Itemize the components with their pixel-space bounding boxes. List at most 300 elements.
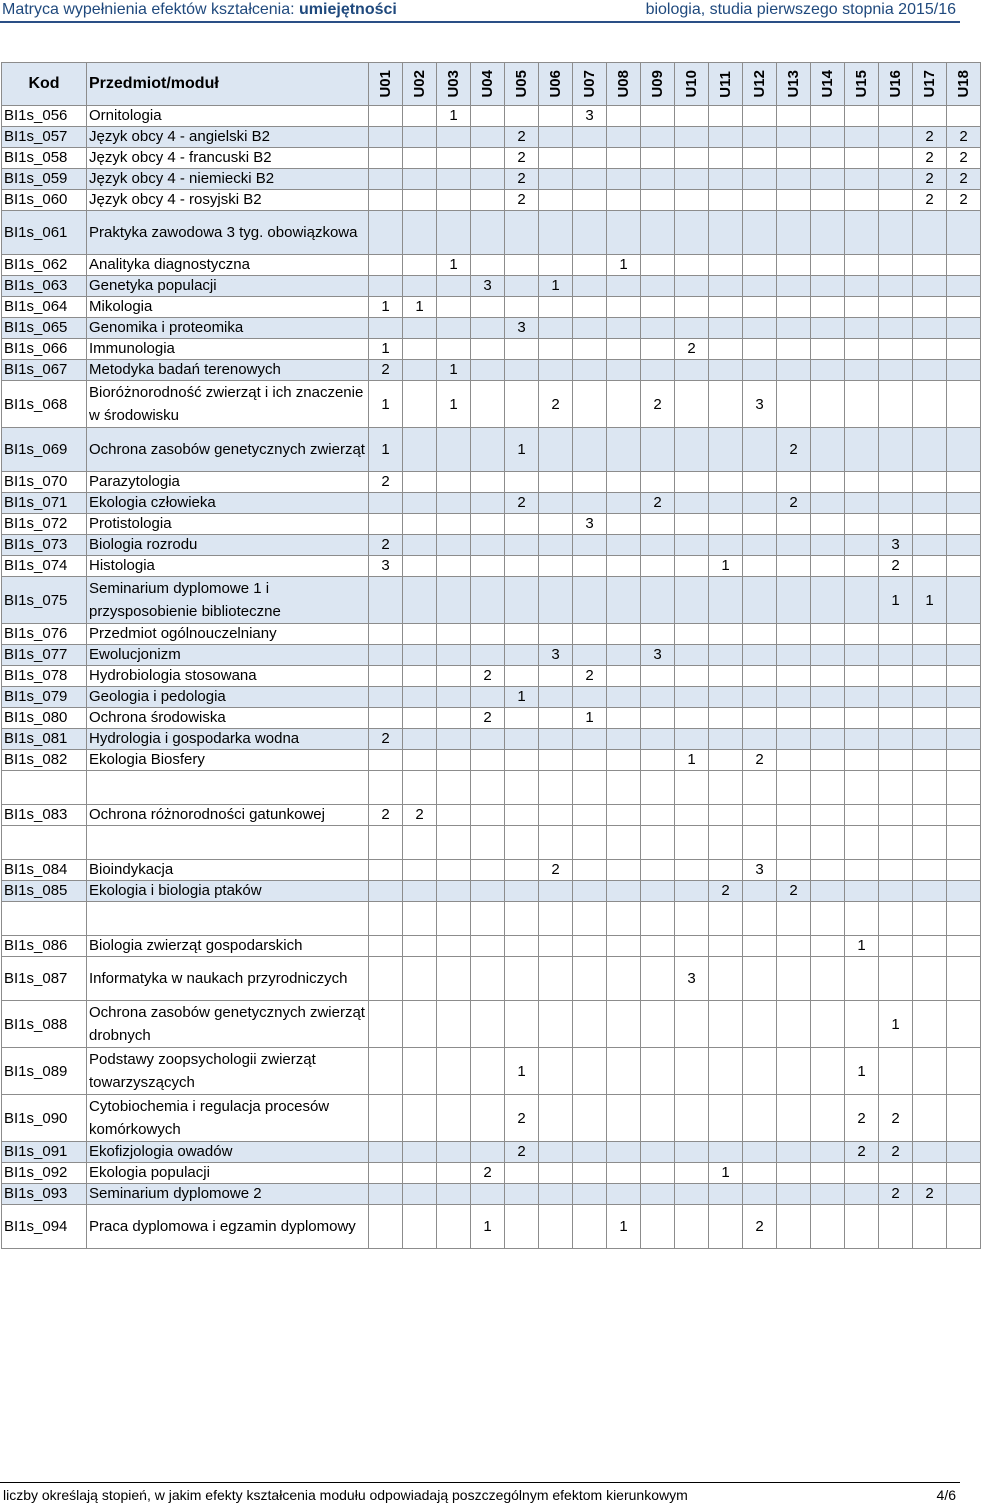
cell-u17 [913,318,947,339]
cell-u04 [471,805,505,826]
cell-kod: BI1s_087 [2,957,87,1001]
cell-u03 [437,556,471,577]
cell-przedmiot: Immunologia [87,339,369,360]
cell-u18 [947,493,981,514]
cell-u03 [437,1095,471,1142]
cell-u01: 2 [369,535,403,556]
cell-u08 [607,1184,641,1205]
cell-u12 [743,881,777,902]
cell-u05 [505,729,539,750]
cell-u14 [811,318,845,339]
cell-u07: 1 [573,708,607,729]
cell-u03 [437,211,471,255]
cell-u14 [811,127,845,148]
cell-u02 [403,750,437,771]
cell-u17 [913,666,947,687]
cell-u11: 1 [709,556,743,577]
cell-u16 [879,169,913,190]
column-header-u14: U14 [811,63,845,106]
cell-u01 [369,1184,403,1205]
cell-u17 [913,687,947,708]
cell-u06 [539,750,573,771]
table-row [2,645,981,666]
cell-u03 [437,276,471,297]
cell-u03 [437,729,471,750]
cell-u12 [743,514,777,535]
cell-u10 [675,493,709,514]
cell-kod: BI1s_094 [2,1205,87,1249]
cell-u09 [641,666,675,687]
cell-u18 [947,708,981,729]
cell-u08 [607,826,641,860]
cell-u17 [913,936,947,957]
cell-u02 [403,881,437,902]
cell-u13 [777,1184,811,1205]
cell-u15 [845,381,879,428]
cell-u08 [607,556,641,577]
cell-u12 [743,148,777,169]
cell-u01 [369,1142,403,1163]
cell-u06 [539,1184,573,1205]
cell-u10 [675,556,709,577]
cell-u06 [539,297,573,318]
cell-u05: 2 [505,493,539,514]
cell-kod: BI1s_088 [2,1001,87,1048]
cell-u02 [403,381,437,428]
cell-u18 [947,1095,981,1142]
cell-u08 [607,1163,641,1184]
cell-u18 [947,957,981,1001]
cell-u01 [369,860,403,881]
cell-u02 [403,556,437,577]
cell-u01: 2 [369,472,403,493]
cell-u04 [471,472,505,493]
cell-u06 [539,428,573,472]
cell-u11 [709,493,743,514]
cell-u11 [709,297,743,318]
cell-u16 [879,106,913,127]
cell-u11 [709,1184,743,1205]
cell-u13 [777,1001,811,1048]
cell-u02 [403,255,437,276]
cell-u07 [573,750,607,771]
cell-u05 [505,276,539,297]
cell-u06 [539,106,573,127]
cell-u07 [573,687,607,708]
cell-u07 [573,381,607,428]
cell-u08 [607,339,641,360]
table-row [2,276,981,297]
table-spacer-row [2,902,981,936]
cell-u11 [709,1048,743,1095]
cell-u09 [641,936,675,957]
cell-u04 [471,687,505,708]
cell-u10 [675,936,709,957]
cell-u09 [641,1142,675,1163]
cell-u11 [709,169,743,190]
cell-u07 [573,255,607,276]
cell-u01 [369,211,403,255]
cell-u05: 2 [505,1095,539,1142]
table-row [2,1184,981,1205]
cell-u01 [369,127,403,148]
cell-u16: 2 [879,556,913,577]
cell-u01 [369,276,403,297]
cell-u15: 1 [845,936,879,957]
cell-u18 [947,556,981,577]
cell-u07 [573,493,607,514]
cell-u15 [845,169,879,190]
cell-u15 [845,472,879,493]
cell-u06 [539,556,573,577]
cell-u01 [369,645,403,666]
cell-u13 [777,556,811,577]
cell-u01: 2 [369,729,403,750]
cell-u09 [641,881,675,902]
cell-u01: 3 [369,556,403,577]
cell-przedmiot [87,826,369,860]
cell-u14 [811,556,845,577]
cell-u11 [709,645,743,666]
cell-u11 [709,708,743,729]
cell-u07 [573,127,607,148]
cell-u04 [471,1095,505,1142]
cell-u06 [539,535,573,556]
cell-przedmiot: Język obcy 4 - angielski B2 [87,127,369,148]
cell-u13: 2 [777,493,811,514]
page-header-title [2,0,397,20]
cell-u17 [913,276,947,297]
cell-u06 [539,190,573,211]
cell-u12 [743,1184,777,1205]
cell-u08 [607,577,641,624]
cell-u03 [437,148,471,169]
cell-u04 [471,624,505,645]
cell-kod: BI1s_064 [2,297,87,318]
column-header-u11: U11 [709,63,743,106]
cell-u08: 1 [607,255,641,276]
cell-u10 [675,826,709,860]
cell-u09 [641,428,675,472]
cell-u05 [505,535,539,556]
cell-u18 [947,535,981,556]
cell-u16 [879,190,913,211]
table-row [2,1205,981,1249]
cell-u03 [437,1205,471,1249]
table-row [2,255,981,276]
cell-u12 [743,1048,777,1095]
cell-u02 [403,1163,437,1184]
cell-u13 [777,255,811,276]
cell-u07 [573,297,607,318]
cell-u12 [743,535,777,556]
cell-u18 [947,297,981,318]
cell-u03 [437,297,471,318]
cell-u13 [777,624,811,645]
cell-u02 [403,535,437,556]
cell-u06: 2 [539,860,573,881]
cell-u03 [437,805,471,826]
cell-u12 [743,1163,777,1184]
cell-u04 [471,645,505,666]
cell-u03 [437,957,471,1001]
cell-przedmiot: Bioindykacja [87,860,369,881]
cell-u10 [675,577,709,624]
cell-u05 [505,211,539,255]
cell-u16: 1 [879,1001,913,1048]
cell-u15 [845,687,879,708]
table-row [2,169,981,190]
cell-u08 [607,624,641,645]
table-row [2,708,981,729]
cell-przedmiot: Analityka diagnostyczna [87,255,369,276]
cell-przedmiot: Hydrobiologia stosowana [87,666,369,687]
cell-u03 [437,1142,471,1163]
cell-u18 [947,1048,981,1095]
cell-u11 [709,381,743,428]
cell-u15 [845,666,879,687]
cell-u04 [471,339,505,360]
cell-u05 [505,381,539,428]
cell-u09 [641,750,675,771]
cell-u05 [505,297,539,318]
cell-u08 [607,360,641,381]
cell-u04: 2 [471,1163,505,1184]
table-row [2,535,981,556]
cell-u14 [811,169,845,190]
column-header-u18: U18 [947,63,981,106]
cell-u02 [403,106,437,127]
cell-u17 [913,708,947,729]
cell-u13 [777,729,811,750]
cell-u04 [471,148,505,169]
table-spacer-row [2,826,981,860]
cell-u03 [437,936,471,957]
cell-u17: 2 [913,148,947,169]
cell-u16 [879,1205,913,1249]
cell-u04 [471,535,505,556]
cell-u08 [607,771,641,805]
table-row [2,1163,981,1184]
cell-u05: 2 [505,127,539,148]
cell-u12: 3 [743,381,777,428]
cell-u06 [539,339,573,360]
cell-kod: BI1s_078 [2,666,87,687]
cell-kod: BI1s_063 [2,276,87,297]
cell-u08 [607,708,641,729]
cell-u18 [947,514,981,535]
cell-u16: 1 [879,577,913,624]
cell-u02 [403,1184,437,1205]
cell-przedmiot: Język obcy 4 - niemiecki B2 [87,169,369,190]
cell-u15 [845,127,879,148]
cell-u14 [811,708,845,729]
cell-u04 [471,860,505,881]
cell-u01 [369,190,403,211]
cell-u15 [845,106,879,127]
cell-u07 [573,936,607,957]
column-header-u12: U12 [743,63,777,106]
cell-u12 [743,1001,777,1048]
table-row [2,1001,981,1048]
cell-u06 [539,805,573,826]
cell-u02 [403,428,437,472]
cell-u09 [641,360,675,381]
cell-u05 [505,881,539,902]
cell-u09 [641,771,675,805]
cell-u08 [607,902,641,936]
cell-u16 [879,1048,913,1095]
cell-u18 [947,339,981,360]
cell-u16 [879,645,913,666]
cell-u09 [641,318,675,339]
cell-u04 [471,190,505,211]
cell-u01 [369,514,403,535]
table-row [2,472,981,493]
cell-u01: 1 [369,428,403,472]
cell-kod: BI1s_059 [2,169,87,190]
cell-u15 [845,624,879,645]
table-row [2,339,981,360]
cell-u02 [403,360,437,381]
cell-u17 [913,805,947,826]
cell-u12 [743,805,777,826]
cell-u08 [607,1048,641,1095]
cell-u12 [743,936,777,957]
cell-u15 [845,276,879,297]
cell-u15 [845,577,879,624]
cell-u15 [845,750,879,771]
cell-u09 [641,826,675,860]
cell-u03 [437,881,471,902]
cell-u04 [471,360,505,381]
cell-u09 [641,687,675,708]
cell-u06 [539,360,573,381]
cell-u16 [879,255,913,276]
cell-u13 [777,127,811,148]
cell-u18: 2 [947,190,981,211]
cell-u06 [539,1048,573,1095]
cell-u14 [811,1142,845,1163]
cell-u04 [471,1048,505,1095]
cell-u05 [505,860,539,881]
cell-u09 [641,190,675,211]
cell-u18 [947,276,981,297]
cell-u11 [709,255,743,276]
cell-u15 [845,535,879,556]
cell-u06: 1 [539,276,573,297]
cell-przedmiot: Hydrologia i gospodarka wodna [87,729,369,750]
cell-u13 [777,902,811,936]
cell-u01 [369,577,403,624]
cell-kod: BI1s_066 [2,339,87,360]
cell-u03: 1 [437,360,471,381]
cell-przedmiot: Ekologia Biosfery [87,750,369,771]
cell-u09 [641,535,675,556]
cell-u08 [607,957,641,1001]
cell-u10 [675,624,709,645]
cell-kod: BI1s_080 [2,708,87,729]
cell-u10 [675,1048,709,1095]
cell-u18 [947,1205,981,1249]
cell-u06 [539,881,573,902]
cell-u12 [743,624,777,645]
cell-u01 [369,750,403,771]
cell-u16 [879,381,913,428]
cell-u04 [471,902,505,936]
cell-u09: 2 [641,381,675,428]
cell-u08 [607,666,641,687]
cell-u01: 1 [369,339,403,360]
cell-u18 [947,318,981,339]
cell-u02 [403,687,437,708]
cell-przedmiot: Ewolucjonizm [87,645,369,666]
cell-u18 [947,1163,981,1184]
cell-u15 [845,211,879,255]
cell-przedmiot: Ekologia człowieka [87,493,369,514]
cell-u18 [947,1001,981,1048]
header-title-emphasis: umiejętności [299,1,397,18]
cell-u17 [913,957,947,1001]
cell-u09 [641,276,675,297]
cell-u07 [573,771,607,805]
cell-u17 [913,339,947,360]
cell-u14 [811,255,845,276]
cell-u16 [879,472,913,493]
cell-u07 [573,1095,607,1142]
cell-u16: 3 [879,535,913,556]
cell-u04 [471,255,505,276]
cell-u16 [879,1163,913,1184]
table-row [2,190,981,211]
cell-u06 [539,472,573,493]
table-header-row [2,63,981,106]
cell-u11: 1 [709,1163,743,1184]
cell-u18 [947,381,981,428]
cell-u18 [947,1184,981,1205]
column-header-u06: U06 [539,63,573,106]
cell-u04 [471,428,505,472]
table-row [2,148,981,169]
cell-u16 [879,339,913,360]
cell-kod: BI1s_065 [2,318,87,339]
cell-przedmiot: Genomika i proteomika [87,318,369,339]
cell-u03 [437,902,471,936]
cell-u17 [913,902,947,936]
cell-u07 [573,624,607,645]
cell-u03 [437,472,471,493]
table-row [2,1048,981,1095]
cell-u14 [811,860,845,881]
cell-u08 [607,190,641,211]
cell-u01 [369,687,403,708]
cell-u04 [471,381,505,428]
cell-u15 [845,556,879,577]
cell-u13 [777,360,811,381]
cell-u09 [641,148,675,169]
cell-u05: 1 [505,687,539,708]
cell-u18: 2 [947,169,981,190]
cell-u10 [675,318,709,339]
column-header-u05: U05 [505,63,539,106]
cell-u03: 1 [437,255,471,276]
cell-u16 [879,276,913,297]
cell-u04: 1 [471,1205,505,1249]
cell-u10 [675,472,709,493]
cell-u13 [777,276,811,297]
cell-u06 [539,148,573,169]
cell-kod: BI1s_057 [2,127,87,148]
